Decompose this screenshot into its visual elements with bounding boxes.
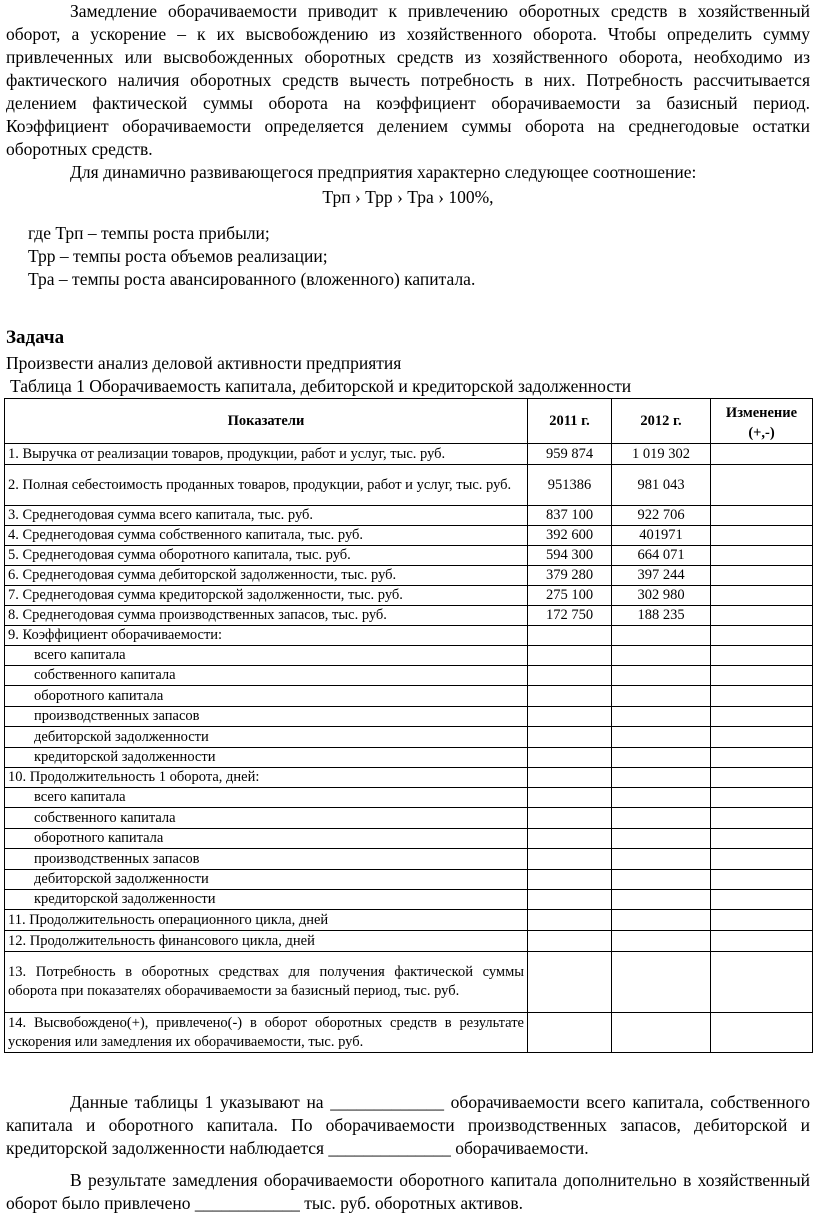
change-cell (711, 890, 813, 910)
value-2011: 951386 (528, 465, 612, 506)
value-2011 (528, 748, 612, 768)
value-2011: 172 750 (528, 606, 612, 626)
table-row (5, 686, 813, 707)
row-sublabel: оборотного капитала (5, 686, 528, 707)
value-2011 (528, 910, 612, 931)
value-2012 (612, 768, 711, 788)
row-sublabel: кредиторской задолженности (5, 748, 528, 768)
table-row (5, 952, 813, 1013)
change-cell (711, 788, 813, 808)
value-2011 (528, 808, 612, 829)
change-cell (711, 526, 813, 546)
row-sublabel: собственного капитала (5, 666, 528, 686)
change-cell (711, 1013, 813, 1053)
table-row (5, 931, 813, 952)
value-2012: 664 071 (612, 546, 711, 566)
table-row (5, 768, 813, 788)
value-2012 (612, 890, 711, 910)
value-2012: 981 043 (612, 465, 711, 506)
change-cell (711, 606, 813, 626)
change-cell (711, 870, 813, 890)
value-2012 (612, 849, 711, 870)
intro-paragraph-2: Для динамично развивающегося предприятия характерно следующее соотношение: (70, 162, 697, 182)
value-2012: 302 980 (612, 586, 711, 606)
header-2011: 2011 г. (528, 399, 612, 444)
change-cell (711, 566, 813, 586)
value-2011 (528, 727, 612, 748)
task-heading: Задача (6, 327, 65, 348)
change-cell (711, 931, 813, 952)
value-2011 (528, 646, 612, 666)
definition-trp: где Трп – темпы роста прибыли; (28, 223, 270, 243)
change-cell (711, 444, 813, 465)
change-cell (711, 686, 813, 707)
value-2012 (612, 1013, 711, 1053)
value-2011 (528, 1013, 612, 1053)
value-2011 (528, 849, 612, 870)
change-cell (711, 506, 813, 526)
row-sublabel: оборотного капитала (5, 829, 528, 849)
row-label: 11. Продолжительность операционного цикла, дней (5, 910, 528, 931)
row-label: 4. Среднегодовая сумма собственного капитала, тыс. руб. (5, 526, 528, 546)
row-label: 9. Коэффициент оборачиваемости: (5, 626, 528, 646)
value-2011: 959 874 (528, 444, 612, 465)
definition-trr: Трр – темпы роста объемов реализации; (28, 246, 328, 266)
change-cell (711, 952, 813, 1013)
row-sublabel: производственных запасов (5, 849, 528, 870)
change-cell (711, 808, 813, 829)
value-2012 (612, 931, 711, 952)
row-label: 2. Полная себестоимость проданных товаров, продукции, работ и услуг, тыс. руб. (5, 465, 528, 506)
header-indicator: Показатели (5, 399, 528, 444)
value-2012 (612, 808, 711, 829)
value-2011 (528, 870, 612, 890)
row-sublabel: всего капитала (5, 788, 528, 808)
value-2012 (612, 727, 711, 748)
conclusion-paragraph-2: В результате замедления оборачиваемости оборотного капитала дополнительно в хозяйственный оборот было привлечено ____________ тыс. руб. оборотных активов. (6, 1170, 810, 1213)
table-row (5, 890, 813, 910)
change-cell (711, 748, 813, 768)
table-row (5, 506, 813, 526)
value-2012: 397 244 (612, 566, 711, 586)
change-cell (711, 768, 813, 788)
row-label: 7. Среднегодовая сумма кредиторской задолженности, тыс. руб. (5, 586, 528, 606)
value-2012 (612, 707, 711, 727)
header-change: Изменение (+,-) (711, 399, 813, 444)
value-2011 (528, 931, 612, 952)
table-row (5, 870, 813, 890)
row-sublabel: собственного капитала (5, 808, 528, 829)
table-row (5, 526, 813, 546)
row-label: 1. Выручка от реализации товаров, продукции, работ и услуг, тыс. руб. (5, 444, 528, 465)
change-cell (711, 910, 813, 931)
growth-formula: Трп › Трр › Тра › 100%, (322, 187, 494, 207)
change-cell (711, 707, 813, 727)
table-row (5, 465, 813, 506)
table-row (5, 566, 813, 586)
row-sublabel: дебиторской задолженности (5, 727, 528, 748)
value-2011 (528, 788, 612, 808)
change-cell (711, 586, 813, 606)
value-2012 (612, 686, 711, 707)
table-row (5, 910, 813, 931)
value-2011 (528, 686, 612, 707)
value-2011: 275 100 (528, 586, 612, 606)
value-2011: 837 100 (528, 506, 612, 526)
row-sublabel: производственных запасов (5, 707, 528, 727)
row-label: 13. Потребность в оборотных средствах для получения фактической суммы оборота при показателях оборачиваемости за базисный период, тыс. руб. (5, 952, 528, 1013)
row-label: 6. Среднегодовая сумма дебиторской задолженности, тыс. руб. (5, 566, 528, 586)
value-2012: 188 235 (612, 606, 711, 626)
value-2012 (612, 646, 711, 666)
value-2012: 401971 (612, 526, 711, 546)
header-2012: 2012 г. (612, 399, 711, 444)
table-row (5, 849, 813, 870)
table-row (5, 546, 813, 566)
value-2011: 594 300 (528, 546, 612, 566)
value-2012 (612, 626, 711, 646)
task-subtitle: Произвести анализ деловой активности предприятия (6, 353, 402, 373)
row-label: 12. Продолжительность финансового цикла, дней (5, 931, 528, 952)
value-2011 (528, 829, 612, 849)
value-2012 (612, 829, 711, 849)
change-cell (711, 727, 813, 748)
table-row (5, 788, 813, 808)
table-row (5, 1013, 813, 1053)
table-row (5, 606, 813, 626)
value-2011 (528, 890, 612, 910)
row-label: 5. Среднегодовая сумма оборотного капитала, тыс. руб. (5, 546, 528, 566)
value-2012 (612, 870, 711, 890)
row-label: 14. Высвобождено(+), привлечено(-) в оборот оборотных средств в результате ускорения или замедления их оборачиваемости, тыс. руб. (5, 1013, 528, 1053)
row-label: 3. Среднегодовая сумма всего капитала, тыс. руб. (5, 506, 528, 526)
row-sublabel: всего капитала (5, 646, 528, 666)
value-2011: 379 280 (528, 566, 612, 586)
value-2012 (612, 952, 711, 1013)
value-2011 (528, 666, 612, 686)
value-2011 (528, 768, 612, 788)
row-label: 10. Продолжительность 1 оборота, дней: (5, 768, 528, 788)
intro-paragraph-1: Замедление оборачиваемости приводит к привлечению оборотных средств в хозяйственный оборот, а ускорение – к их высвобождению из хозяйственного оборота. Чтобы определить сумму привлеченных или высвобожденных оборотных средств из хозяйственного оборота, необходимо из фактического наличия оборотных средств вычесть потребность в них. Потребность рассчитывается делением фактической суммы оборота на коэффициент оборачиваемости за базисный период. Коэффициент оборачиваемости определяется делением суммы оборота на среднегодовые остатки оборотных средств. (6, 1, 810, 159)
value-2012 (612, 666, 711, 686)
change-cell (711, 849, 813, 870)
table-row (5, 586, 813, 606)
value-2012 (612, 788, 711, 808)
change-cell (711, 646, 813, 666)
row-sublabel: кредиторской задолженности (5, 890, 528, 910)
table-row (5, 748, 813, 768)
change-cell (711, 626, 813, 646)
value-2011: 392 600 (528, 526, 612, 546)
value-2011 (528, 626, 612, 646)
row-sublabel: дебиторской задолженности (5, 870, 528, 890)
value-2012 (612, 748, 711, 768)
definition-tra: Тра – темпы роста авансированного (вложенного) капитала. (28, 269, 476, 289)
table-caption: Таблица 1 Оборачиваемость капитала, дебиторской и кредиторской задолженности (10, 376, 632, 396)
value-2012 (612, 910, 711, 931)
value-2012: 922 706 (612, 506, 711, 526)
table-row (5, 646, 813, 666)
table-row (5, 444, 813, 465)
table-row (5, 707, 813, 727)
change-cell (711, 546, 813, 566)
table-row (5, 626, 813, 646)
turnover-table (4, 398, 813, 1053)
value-2011 (528, 707, 612, 727)
table-row (5, 829, 813, 849)
value-2012: 1 019 302 (612, 444, 711, 465)
conclusion-paragraph-1: Данные таблицы 1 указывают на _____________ оборачиваемости всего капитала, собственного капитала и оборотного капитала. По оборачиваемости производственных запасов, дебиторской и кредиторской задолженности наблюдается ______________ оборачиваемости. (6, 1092, 810, 1158)
table-row (5, 808, 813, 829)
row-label: 8. Среднегодовая сумма производственных запасов, тыс. руб. (5, 606, 528, 626)
change-cell (711, 829, 813, 849)
value-2011 (528, 952, 612, 1013)
change-cell (711, 465, 813, 506)
table-row (5, 727, 813, 748)
table-header-row (5, 399, 813, 444)
table-row (5, 666, 813, 686)
change-cell (711, 666, 813, 686)
